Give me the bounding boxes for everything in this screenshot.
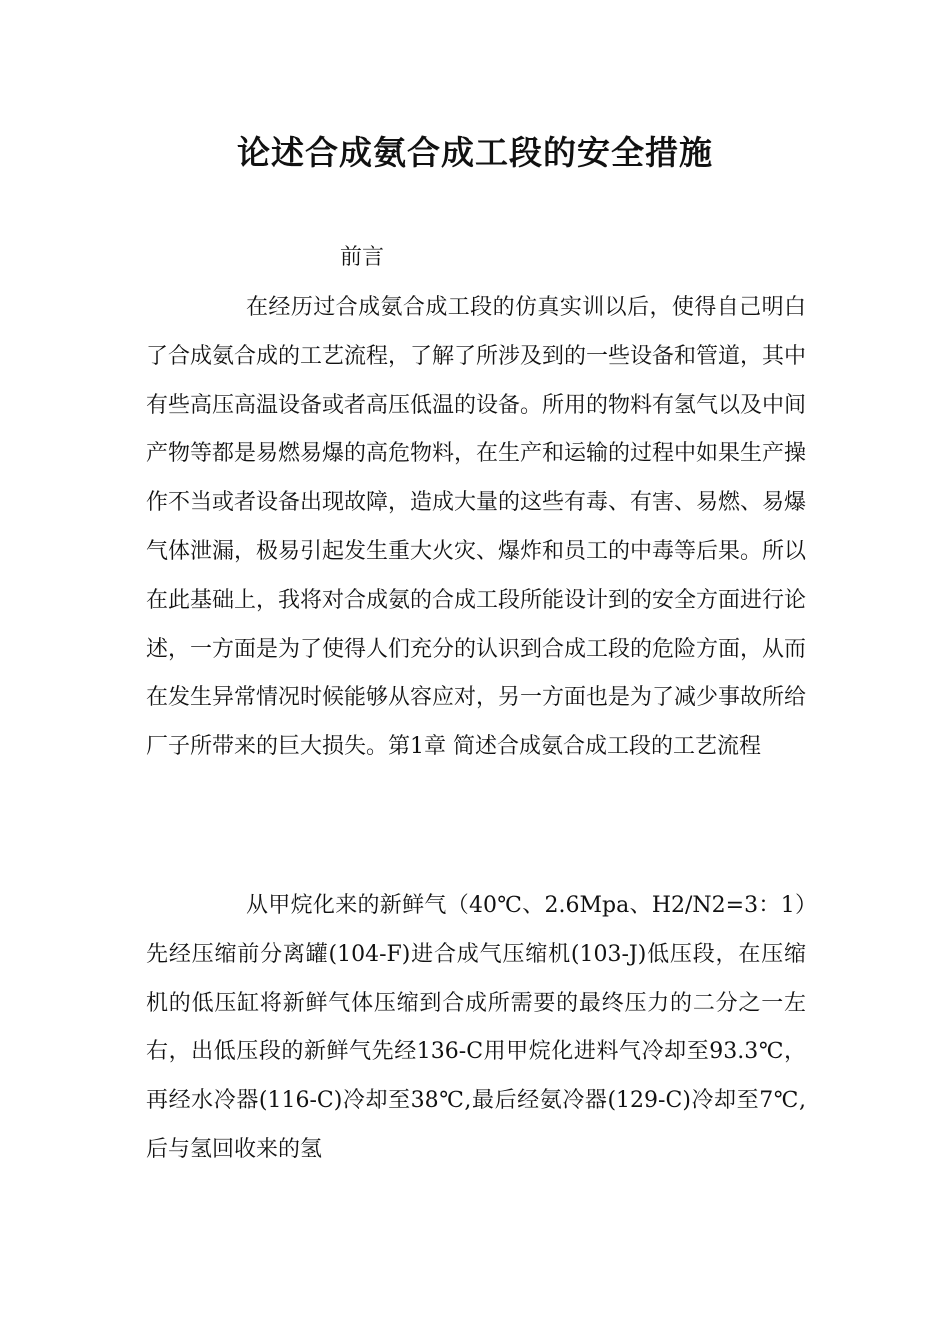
document-title: 论述合成氨合成工段的安全措施	[237, 133, 713, 172]
body-paragraph: 从甲烷化来的新鲜气（40℃、2.6Mpa、H2/N2=3：1）先经压缩前分离罐(104-F)进合成气压缩机(103-J)低压段，在压缩机的低压缸将新鲜气体压缩到合成所需要的最终压力的二分之一左右，出低压段的新鲜气先经136-C用甲烷化进料气冷却至93.3℃，再经水冷器(116-C)冷却至38℃,最后经氨冷器(129-C)冷却至7℃,后与氢回收来的氢	[146, 893, 806, 1162]
preface-heading: 前言	[340, 245, 385, 270]
body-paragraph: 在经历过合成氨合成工段的仿真实训以后，使得自己明白了合成氨合成的工艺流程，了解了所涉及到的一些设备和管道，其中有些高压高温设备或者高压低温的设备。所用的物料有氢气以及中间产物等都是易燃易爆的高危物料，在生产和运输的过程中如果生产操作不当或者设备出现故障，造成大量的这些有毒、有害、易燃、易爆气体泄漏，极易引起发生重大火灾、爆炸和员工的中毒等后果。所以在此基础上，我将对合成氨的合成工段所能设计到的安全方面进行论述，一方面是为了使得人们充分的认识到合成工段的危险方面，从而在发生异常情况时候能够从容应对，另一方面也是为了减少事故所给厂子所带来的巨大损失。第1章 简述合成氨合成工段的工艺流程	[146, 295, 807, 760]
